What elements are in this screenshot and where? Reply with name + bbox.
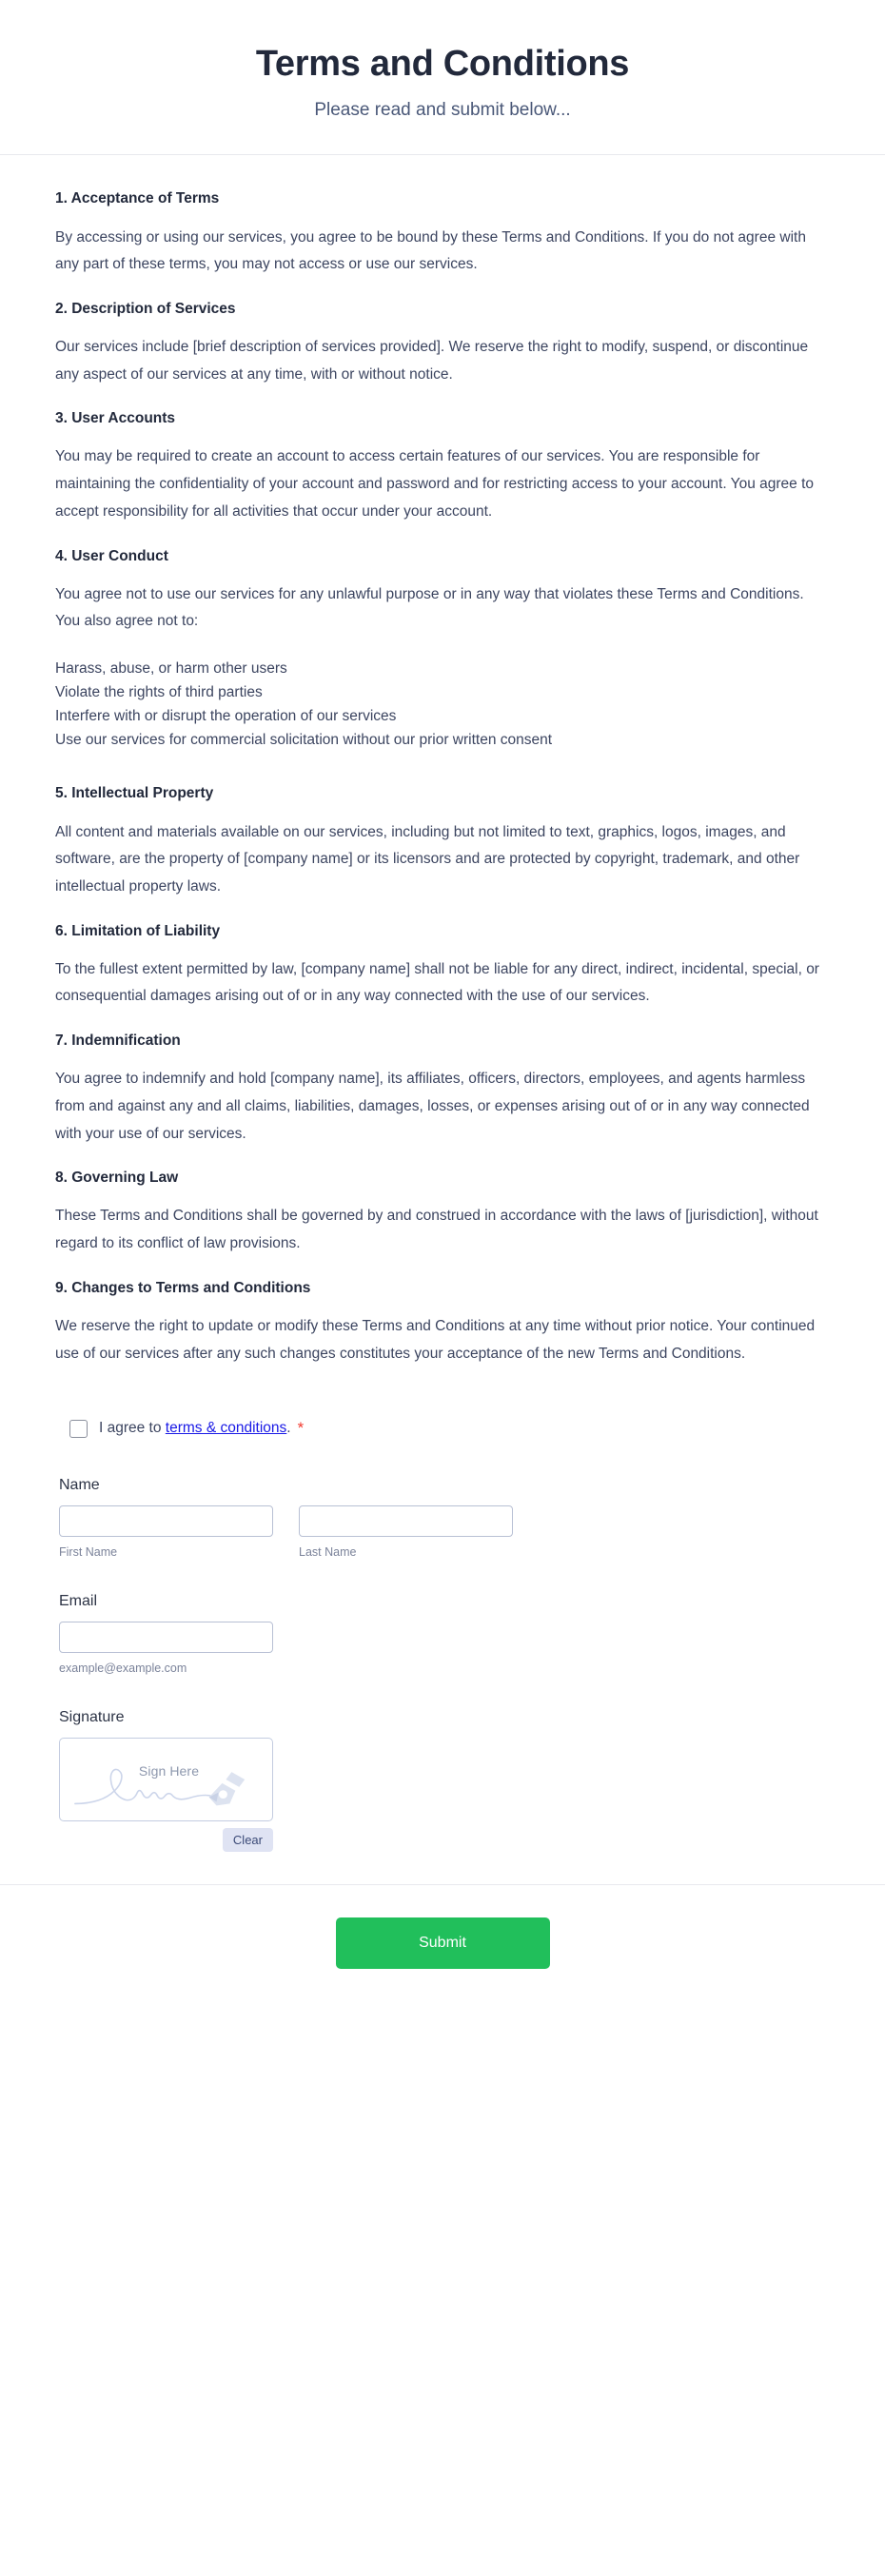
terms-section	[55, 1169, 830, 1257]
section-body: All content and materials available on our services, including but not limited to text, graphics, logos, images, and software, are the property of [company name] or its licensors and are protected by copyright, trademark, and other intellectual property laws.	[55, 823, 800, 895]
section-body: You agree not to use our services for any unlawful purpose or in any way that violates these Terms and Conditions. You also agree not to:	[55, 585, 804, 630]
section-heading: 3. User Accounts	[55, 410, 176, 427]
terms-content	[0, 155, 885, 1367]
name-field-group	[59, 1476, 830, 1560]
terms-section	[55, 547, 830, 753]
section-heading: 4. User Conduct	[55, 547, 168, 564]
submit-area	[0, 1885, 885, 2026]
list-item: Violate the rights of third parties	[55, 684, 263, 701]
form-header	[0, 0, 885, 155]
first-name-input[interactable]	[59, 1505, 273, 1537]
clear-signature-button[interactable]: Clear	[223, 1828, 273, 1853]
email-label: Email	[59, 1593, 98, 1610]
agree-terms-checkbox[interactable]	[69, 1420, 88, 1438]
section-body: By accessing or using our services, you agree to be bound by these Terms and Conditions. If you do not agree with any part of these terms, you may not access or use our services.	[55, 228, 806, 273]
section-body: To the fullest extent permitted by law, [company name] shall not be liable for any direct, indirect, incidental, special, or consequential damages arising out of or in any way connected with the use of our services.	[55, 960, 819, 1005]
section-body: We reserve the right to update or modify these Terms and Conditions at any time without prior notice. Your continued use of our services after any such changes constitutes your acceptance of the new Terms and Conditions.	[55, 1317, 816, 1362]
email-col	[59, 1622, 273, 1676]
first-name-sublabel: First Name	[59, 1544, 118, 1559]
terms-section	[55, 409, 830, 525]
last-name-sublabel: Last Name	[299, 1544, 357, 1559]
agreement-label	[99, 1417, 304, 1440]
section-heading: 2. Description of Services	[55, 300, 236, 317]
section-body: You agree to indemnify and hold [company name], its affiliates, officers, directors, employees, and agents harmless from and against any and all claims, liabilities, damages, losses, or expenses arising out of or in any way connected with your use of our services.	[55, 1071, 810, 1142]
list-item: Harass, abuse, or harm other users	[55, 659, 287, 677]
terms-section	[55, 784, 830, 900]
section-heading: 8. Governing Law	[55, 1170, 179, 1187]
section-heading: 9. Changes to Terms and Conditions	[55, 1279, 311, 1296]
terms-section	[55, 189, 830, 278]
section-heading: 1. Acceptance of Terms	[55, 190, 220, 207]
section-body: These Terms and Conditions shall be governed by and construed in accordance with the laws of [jurisdiction], without regard to its conflict of law provisions.	[55, 1208, 818, 1252]
email-field-group	[59, 1592, 830, 1676]
first-name-col	[59, 1505, 273, 1560]
submit-button[interactable]: Submit	[336, 1917, 550, 1969]
form-fields	[0, 1440, 885, 1852]
terms-section	[55, 922, 830, 1011]
section-body: You may be required to create an account to access certain features of our services. You are responsible for maintaining the confidentiality of your account and password and for restricting access to your account. You agree to accept responsibility for all activities that occur under your account.	[55, 448, 815, 520]
list-item: Use our services for commercial solicitation without our prior written consent	[55, 732, 553, 749]
signature-placeholder-art	[60, 1739, 272, 1820]
section-heading: 6. Limitation of Liability	[55, 922, 221, 939]
section-heading: 7. Indemnification	[55, 1032, 181, 1050]
agreement-suffix: .	[286, 1420, 291, 1437]
name-label: Name	[59, 1476, 100, 1493]
signature-field-group	[59, 1708, 830, 1852]
terms-section	[55, 1032, 830, 1148]
required-asterisk: *	[297, 1419, 305, 1438]
terms-section	[55, 1279, 830, 1367]
signature-clear-row	[59, 1828, 273, 1853]
signature-label: Signature	[59, 1709, 125, 1726]
agreement-prefix: I agree to	[99, 1420, 166, 1437]
last-name-col	[299, 1505, 513, 1560]
terms-section	[55, 300, 830, 388]
page-title: Terms and Conditions	[255, 44, 630, 84]
section-body: Our services include [brief description of services provided]. We reserve the right to modify, suspend, or discontinue any aspect of our services at any time, with or without notice.	[55, 339, 809, 383]
name-input-row	[59, 1505, 830, 1560]
page-subtitle: Please read and submit below...	[314, 99, 571, 120]
email-input[interactable]	[59, 1622, 273, 1653]
last-name-input[interactable]	[299, 1505, 513, 1537]
sign-here-hint: Sign Here	[138, 1762, 200, 1779]
terms-conditions-link[interactable]: terms & conditions	[165, 1420, 287, 1437]
list-item: Interfere with or disrupt the operation of our services	[55, 708, 397, 725]
user-conduct-list	[55, 657, 830, 752]
section-heading: 5. Intellectual Property	[55, 785, 214, 802]
email-sublabel: example@example.com	[59, 1661, 187, 1675]
signature-canvas[interactable]	[59, 1738, 273, 1821]
agreement-row[interactable]	[0, 1388, 885, 1440]
